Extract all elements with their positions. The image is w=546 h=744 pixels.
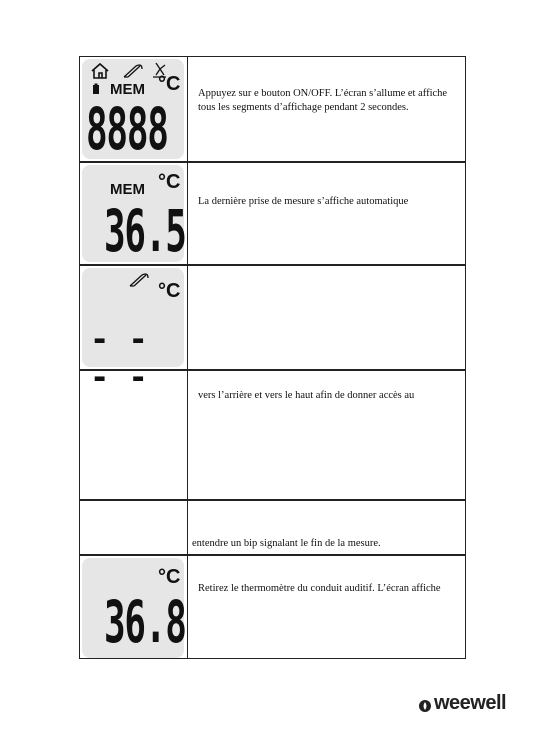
lcd-display-final-reading (82, 558, 184, 658)
mem-indicator: MEM (110, 81, 145, 98)
temperature-digits: 36.5 (104, 197, 186, 265)
row-divider (80, 499, 465, 501)
unit-indicator: °C (158, 566, 181, 588)
unit-indicator: °C (158, 171, 181, 193)
instruction-text: La dernière prise de mesure s’affiche automatique (198, 196, 409, 207)
lcd-display-last-reading (82, 165, 186, 265)
instruction-text: entendre un bip signalant le fin de la mesure. (192, 538, 381, 549)
dash-digits: - - - - (90, 320, 148, 396)
unit-indicator: °C (158, 280, 181, 302)
ear-probe-icon (128, 272, 150, 288)
unit-indicator: °C (158, 73, 181, 95)
ear-probe-icon (122, 63, 144, 79)
column-divider (187, 57, 188, 658)
instruction-table (79, 56, 466, 659)
lcd-display-all-segments (82, 59, 184, 163)
instruction-text: vers l’arrière et vers le haut afin de donner accès au (198, 390, 415, 401)
temperature-digits: 8888 (86, 95, 168, 163)
row-divider (80, 554, 465, 556)
brand-logo-icon (418, 699, 432, 713)
instruction-text: Retirez le thermomètre du conduit auditif. L’écran affiche (198, 583, 441, 594)
instruction-text-line2: tous les segments d’affichage pendant 2 secondes. (198, 102, 409, 113)
brand-logo: weewell (434, 692, 507, 714)
mem-indicator: MEM (110, 181, 145, 198)
lcd-display-ready (82, 268, 184, 396)
battery-icon (92, 83, 100, 95)
instruction-text: Appuyez sur e bouton ON/OFF. L’écran s’allume et affiche (198, 88, 448, 99)
temperature-digits: 36.8 (104, 588, 186, 656)
home-icon (90, 63, 110, 79)
